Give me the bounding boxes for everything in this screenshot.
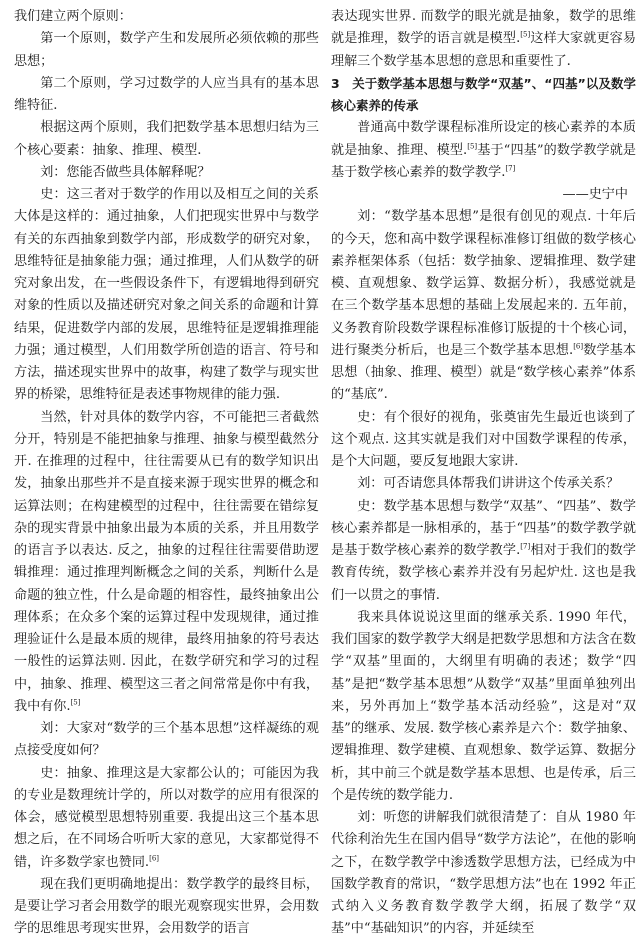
paragraph: 史：这三者对于数学的作用以及相互之间的关系大体是这样的：通过抽象，人们把现实世界中与数学有关的东西抽象到数学内部，形成数学的研究对象，思维特征是抽象能力强；通过推理，人们从数学的研究对象出发，在一些假设条件下，有逻辑地得到研究对象的性质以及描述研究对象之间关系的命题和计算结果，促进数学内部的发展，思维特征是逻辑推理能力强；通过模型，人们用数学所创造的语言、符号和方法，描述现实世界中的故事，构建了数学与现实世界的桥梁，思维特征是表述事物规律的能力强. [14, 187, 319, 403]
paragraph: 刘：可否请您具体帮我们讲讲这个传承关系？ [357, 476, 620, 492]
paragraph-text: 普通高中数学课程标准所设定的核心素养的本质就是抽象、推理、模型. [331, 120, 636, 158]
paragraph-text: 史：数学基本思想与数学“双基”、“四基”、数学核心素养都是一脉相承的，基于“四基”的数学教学就是基于数学核心素养的数学教学. [331, 498, 636, 558]
paragraph-text: 表达现实世界. 而数学的眼光就是抽象，数学的思维就是推理，数学的语言就是模型. [331, 9, 636, 47]
paragraph [14, 407, 319, 719]
paragraph [331, 206, 636, 406]
citation-ref: [7] [520, 542, 531, 551]
quote-paragraph [331, 117, 636, 184]
right-column [331, 6, 636, 941]
paragraph: 我们建立两个原则： [14, 9, 132, 24]
paragraph-text: 相对于我们的数学教育传统，数学核心素养并没有另起炉灶. 这也是我们一以贯之的事情. [331, 543, 637, 603]
left-column [14, 6, 319, 941]
paragraph: 根据这两个原则，我们把数学基本思想归结为三个核心要素：抽象、推理、模型. [14, 120, 319, 158]
paragraph: 刘：听您的讲解我们就很清楚了：自从 1980 年代徐利治先生在国内倡导“数学方法论”，在他的影响之下，在数学教学中渗透数学思想方法，已经成为中国数学教育的常识，“数学思想方法”也在 1992 年正式纳入义务教育数学教学大纲，拓展了数学“双基”中“基础知识”的内容，并延续至 [331, 810, 636, 937]
paragraph: 刘：您能否做些具体解释呢？ [40, 164, 211, 180]
paragraph-text: 史：抽象、推理这是大家都公认的；可能因为我的专业是数理统计学的，所以对数学的应用有很深的体会，感觉模型思想特别重要. 我提出这三个基本思想之后，在不同场合听听大家的意见，大家都觉得不错，许多数学家也赞同. [14, 765, 319, 870]
paragraph: 史：有个很好的视角，张奠宙先生最近也谈到了这个观点. 这其实就是我们对中国数学课程的传承，是个大问题，要反复地跟大家讲. [331, 409, 636, 469]
section-heading: 3 关于数学基本思想与数学“双基”、“四基”以及数学核心素养的传承 [331, 75, 636, 113]
paragraph: 现在我们更明确地提出：数学教学的最终目标，是要让学习者会用数学的眼光观察现实世界，会用数学的思维思考现实世界，会用数学的语言 [14, 876, 319, 937]
paragraph [331, 6, 636, 73]
paragraph [331, 496, 636, 607]
paragraph: 刘：大家对“数学的三个基本思想”这样凝练的观点接受度如何？ [14, 721, 319, 759]
citation-ref: [5] [467, 142, 478, 151]
paragraph-text: 刘：“数学基本思想”是很有创见的观点. 十年后的今天，您和高中数学课程标准修订组做的数学核心素养框架体系（包括：数学抽象、逻辑推理、数学建模、直观想象、数学运算、数据分析），我感觉就是在三个数学基本思想的基础上发展起来的. 五年前，义务教育阶段数学课程标准修订版提的十个核心词，进行聚类分析后，也是三个数学基本思想. [331, 209, 636, 358]
citation-ref: [5] [520, 30, 531, 39]
paragraph-text: 基于“四基”的数学教学就是基于数学核心素养的数学教学. [331, 142, 636, 180]
paragraph: 我来具体说说这里面的继承关系. 1990 年代，我们国家的数学教学大纲是把数学思想和方法含在数学“双基”里面的，大纲里有明确的表述；数学“四基”是把“数学基本思想”从数学“双基”里面单独列出来，另外再加上“数学基本活动经验”，这是对“双基”的继承、发展. 数学核心素养是六个：数学抽象、逻辑推理、数学建模、直观想象、数学运算、数据分析，其中前三个就是数学基本思想、也是传承，后三个是传统的数学能力. [331, 609, 636, 803]
paragraph-text: 数学基本思想（抽象、推理、模型）就是“数学核心素养”体系的“基底”. [331, 342, 637, 403]
citation-ref: [7] [505, 164, 516, 173]
citation-ref: [6] [573, 342, 584, 351]
paragraph: 第一个原则，数学产生和发展所必须依赖的那些思想； [14, 31, 319, 69]
citation-ref: [6] [149, 854, 160, 863]
paragraph-text: 这样大家就更容易理解三个数学基本思想的意思和重要性了. [331, 31, 637, 69]
quote-signature: ——史宁中 [562, 187, 628, 202]
paragraph [14, 763, 319, 874]
citation-ref: [5] [70, 698, 81, 707]
paragraph: 第二个原则，学习过数学的人应当具有的基本思维特征. [14, 75, 319, 113]
paragraph-text: 当然，针对具体的数学内容，不可能把三者截然分开，特别是不能把抽象与推理、抽象与模型截然分开. 在推理的过程中，往往需要从已有的数学知识出发，抽象出那些并不是直接来源于现实世界的概念和运算法则；在构建模型的过程中，往往需要在错综复杂的现实背景中抽象出最为本质的关系，并且用数学的语言予以表达. 反之，抽象的过程往往需要借助逻辑推理：通过推理判断概念之间的关系，判断什么是命题的独立性，什么是命题的相容性，最终抽象出公理体系；在众多个案的运算过程中发现规律，通过推理验证什么是最本质的规律，最终用抽象的符号表达一般性的运算法则. 因此，在数学研究和学习的过程中，抽象、推理、模型这三者之间常常是你中有我，我中有你. [14, 409, 319, 714]
